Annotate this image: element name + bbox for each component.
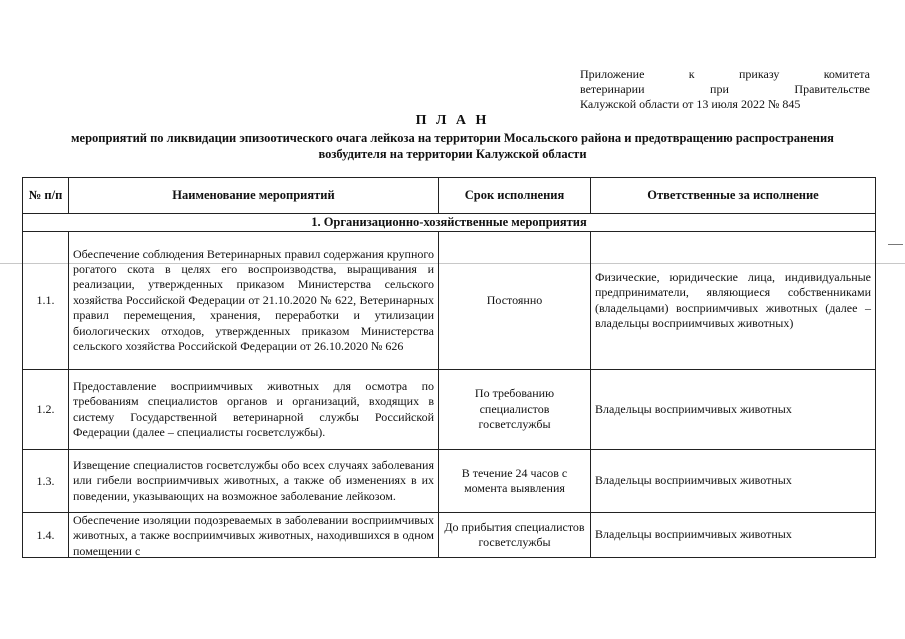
annex-line-2: ветеринарии при Правительстве bbox=[580, 82, 870, 96]
plan-table bbox=[22, 177, 876, 558]
row-name: Обеспечение изоляции подозреваемых в заболевании восприимчивых животных, а также восприимчивых животных, находившихся в одном помещении с bbox=[73, 513, 434, 557]
table-row bbox=[23, 513, 876, 558]
row-resp: Физические, юридические лица, индивидуальные предприниматели, являющиеся собственниками (владельцами) восприимчивых животных (далее – владельцы восприимчивых животных) bbox=[591, 232, 876, 370]
table-row bbox=[23, 232, 876, 370]
row-term: Постоянно bbox=[439, 232, 591, 370]
annex-header bbox=[580, 67, 870, 112]
header-num: № п/п bbox=[23, 178, 69, 214]
row-num: 1.4. bbox=[23, 513, 69, 558]
row-resp: Владельцы восприимчивых животных bbox=[591, 370, 876, 450]
header-term: Срок исполнения bbox=[439, 178, 591, 214]
row-num: 1.2. bbox=[23, 370, 69, 450]
annex-line-3: Калужской области от 13 июля 2022 № 845 bbox=[580, 97, 801, 111]
header-name: Наименование мероприятий bbox=[69, 178, 439, 214]
table-row bbox=[23, 370, 876, 450]
annex-line-1: Приложение к приказу комитета bbox=[580, 67, 870, 81]
row-name: Предоставление восприимчивых животных для осмотра по требованиям специалистов органов и организаций, входящих в систему Государственной ветеринарной службы Российской Федерации (далее – специалисты госветслужбы). bbox=[69, 370, 439, 450]
section-title: 1. Организационно-хозяйственные мероприятия bbox=[23, 214, 876, 232]
row-name: Обеспечение соблюдения Ветеринарных правил содержания крупного рогатого скота в целях его воспроизводства, выращивания и реализации, утвержденных приказом Министерства сельского хозяйства Российской Федерации от 21.10.2020 № 622, Ветеринарных правил перемещения, хранения, переработки и утилизации биологических отходов, утвержденных приказом Министерства сельского хозяйства Российской Федерации от 26.10.2020 № 626 bbox=[69, 232, 439, 370]
plan-title: П Л А Н bbox=[415, 113, 490, 128]
table-header-row bbox=[23, 178, 876, 214]
section-row bbox=[23, 214, 876, 232]
row-term: В течение 24 часов с момента выявления bbox=[439, 450, 591, 513]
margin-dash bbox=[888, 244, 903, 245]
table-row bbox=[23, 450, 876, 513]
row-resp: Владельцы восприимчивых животных bbox=[591, 513, 876, 558]
row-term: По требованию специалистов госветслужбы bbox=[439, 370, 591, 450]
row-num: 1.1. bbox=[23, 232, 69, 370]
header-resp: Ответственные за исполнение bbox=[591, 178, 876, 214]
row-name: Извещение специалистов госветслужбы обо всех случаях заболевания или гибели восприимчивых животных, а также об изменениях в их поведении, указывающих на возможное заболевание лейкозом. bbox=[69, 450, 439, 513]
row-term: До прибытия специалистов госветслужбы bbox=[439, 513, 591, 558]
plan-subtitle: мероприятий по ликвидации эпизоотического очага лейкоза на территории Мосальского района и предотвращению распространения возбудителя на территории Калужской области bbox=[71, 131, 834, 161]
row-num: 1.3. bbox=[23, 450, 69, 513]
row-resp: Владельцы восприимчивых животных bbox=[591, 450, 876, 513]
